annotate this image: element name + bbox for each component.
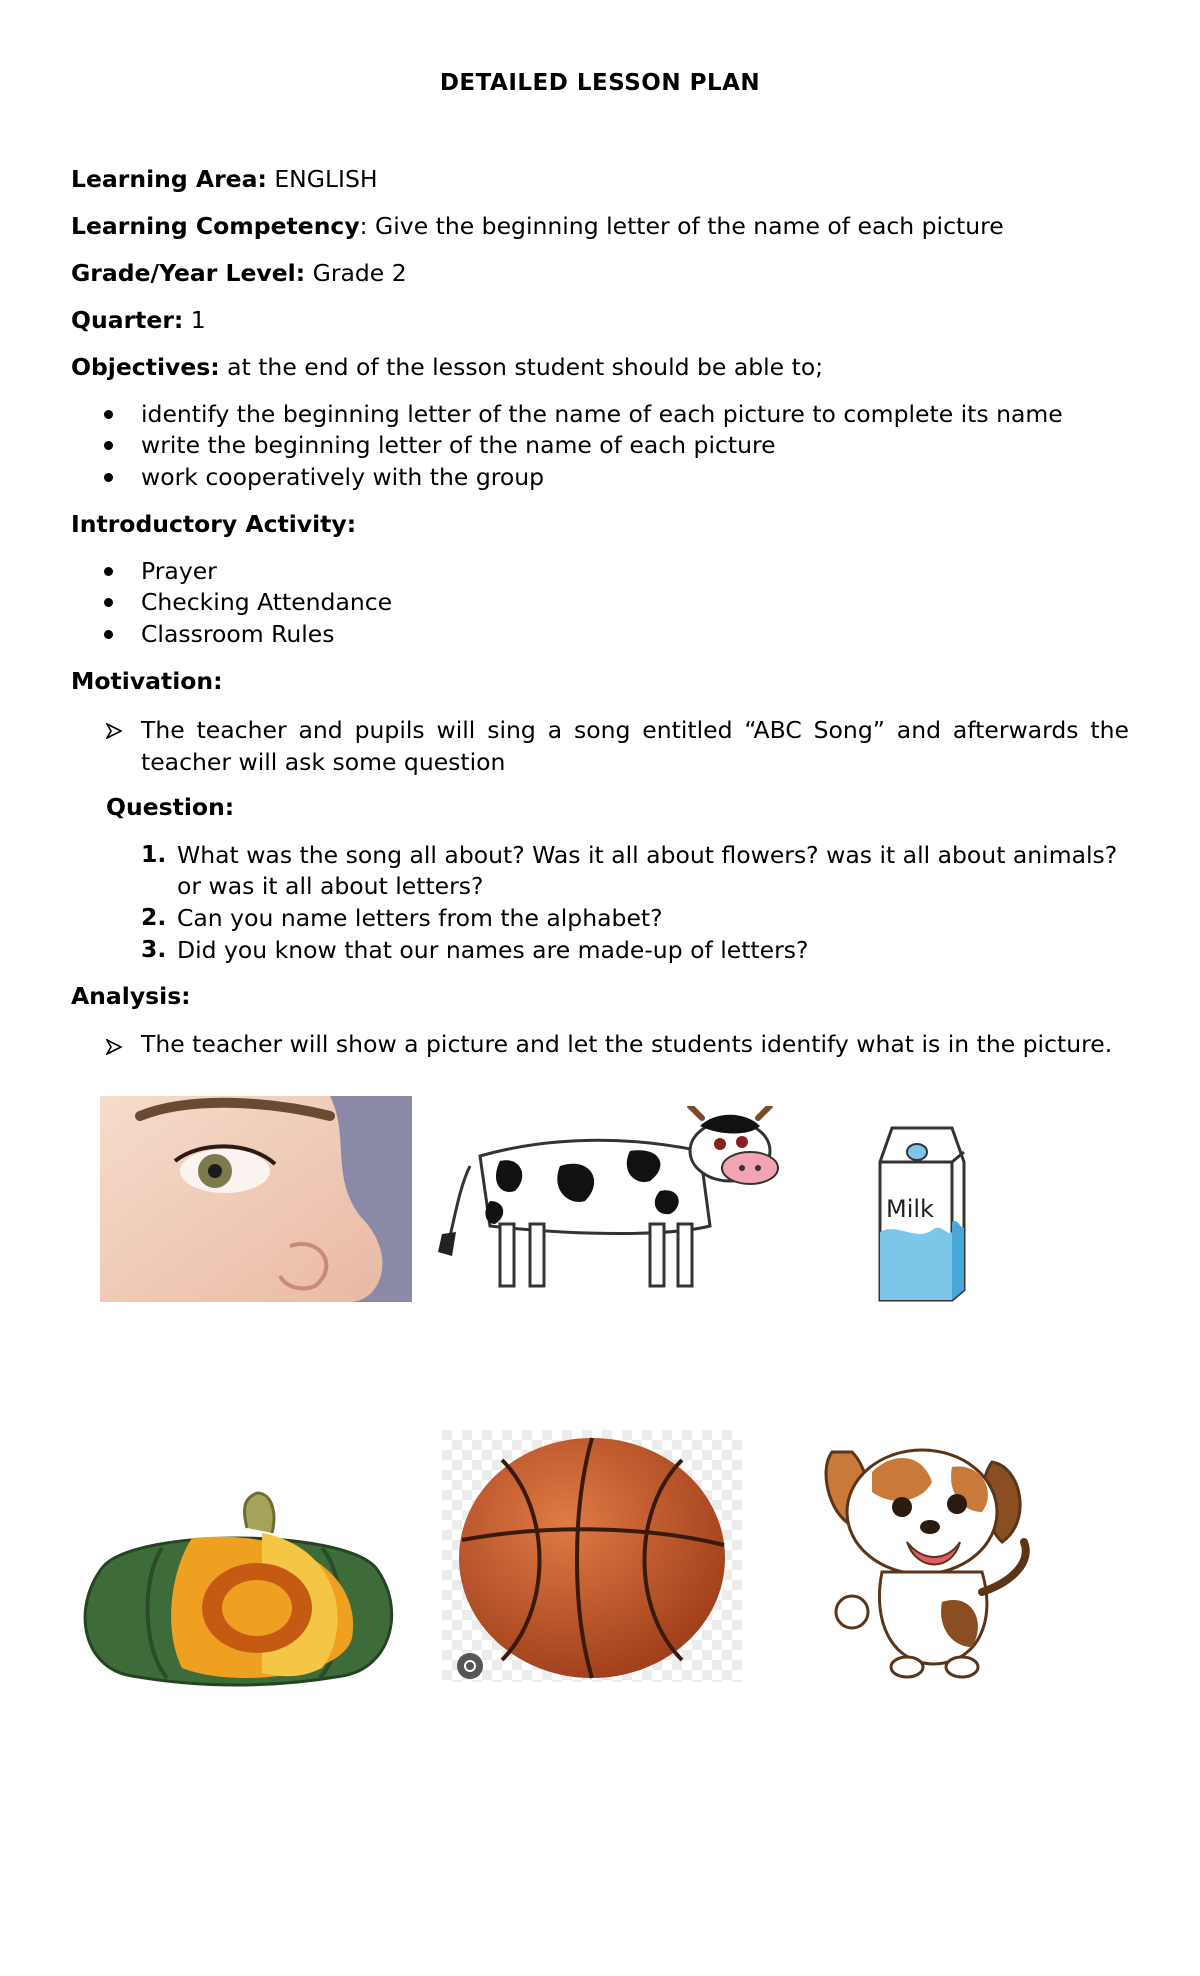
cow-picture (430, 1106, 790, 1306)
learning-area-label: Learning Area: (71, 165, 267, 193)
quarter-value: 1 (183, 306, 206, 334)
pumpkin-picture (72, 1488, 406, 1688)
motivation-text: The teacher and pupils will sing a song entitled “ABC Song” and afterwards the teacher will ask some question (141, 716, 1129, 776)
objectives-line (71, 353, 823, 381)
learning-competency-line (71, 212, 1004, 240)
learning-area-value: ENGLISH (266, 165, 378, 193)
analysis-label: Analysis: (71, 982, 191, 1010)
question-text: What was the song all about? Was it all about flowers? was it all about animals? or was it all about letters? (177, 841, 1118, 900)
basketball-picture (442, 1430, 742, 1682)
introductory-label: Introductory Activity: (71, 510, 357, 538)
quarter-label: Quarter: (71, 306, 184, 334)
motivation-heading (71, 667, 223, 695)
question-text: Did you know that our names are made-up of letters? (177, 936, 809, 964)
question-text: Can you name letters from the alphabet? (177, 904, 663, 932)
page-title: DETAILED LESSON PLAN (439, 70, 761, 96)
bullet-icon (104, 473, 113, 482)
bullet-icon (104, 598, 113, 607)
objective-item: identify the beginning letter of the name of each picture to complete its name (141, 400, 1063, 428)
introductory-item: Classroom Rules (141, 620, 335, 648)
objective-item: work cooperatively with the group (141, 463, 545, 491)
objective-item: write the beginning letter of the name of each picture (141, 431, 776, 459)
analysis-text: The teacher will show a picture and let the students identify what is in the picture. (141, 1030, 1113, 1058)
bullet-icon (104, 441, 113, 450)
quarter-line (71, 306, 206, 334)
milk-label: Milk (886, 1195, 934, 1223)
question-heading (106, 793, 234, 821)
motivation-label: Motivation: (71, 667, 223, 695)
bullet-icon (104, 410, 113, 419)
introductory-item: Checking Attendance (141, 588, 393, 616)
introductory-heading (71, 510, 356, 538)
objectives-value: at the end of the lesson student should be able to; (219, 353, 824, 381)
grade-level-line (71, 259, 407, 287)
grade-level-label: Grade/Year Level: (71, 259, 306, 287)
introductory-item: Prayer (141, 557, 217, 585)
analysis-heading (71, 982, 191, 1010)
bullet-icon (104, 630, 113, 639)
grade-level-value: Grade 2 (305, 259, 407, 287)
question-number: 2. (141, 903, 167, 931)
question-number: 3. (141, 935, 167, 963)
arrow-bullet-icon (106, 723, 122, 739)
arrow-bullet-icon (106, 1039, 122, 1055)
learning-competency-label: Learning Competency (71, 212, 360, 240)
question-number: 1. (141, 840, 167, 868)
learning-competency-value: : Give the beginning letter of the name of each picture (359, 212, 1004, 240)
milk-carton-picture (872, 1122, 972, 1304)
puppy-picture (812, 1432, 1042, 1684)
eye-picture (100, 1096, 412, 1302)
learning-area-line (71, 165, 378, 193)
objectives-label: Objectives: (71, 353, 220, 381)
bullet-icon (104, 567, 113, 576)
question-label: Question: (106, 793, 235, 821)
